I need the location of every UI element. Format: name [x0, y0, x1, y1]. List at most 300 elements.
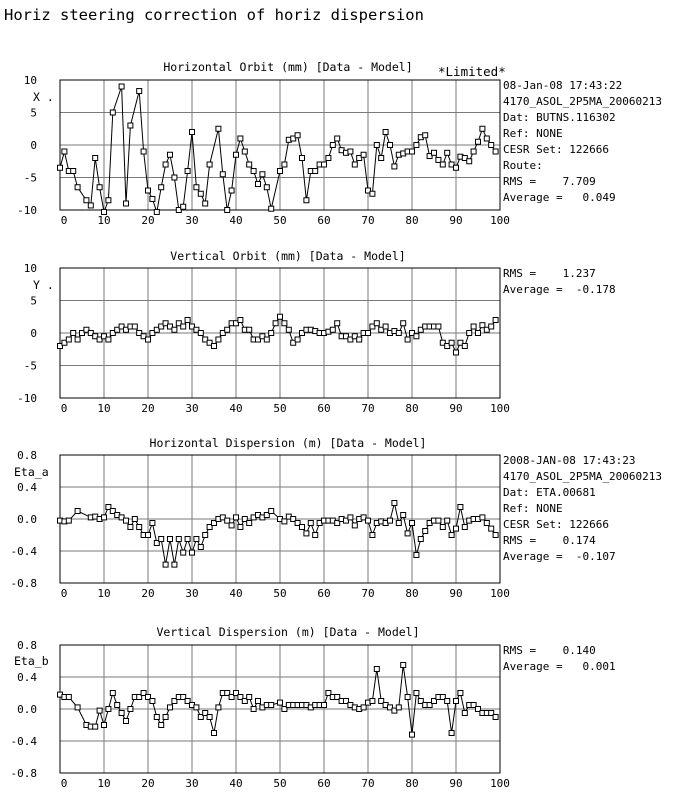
data-point: [366, 518, 371, 523]
data-point: [141, 149, 146, 154]
info-line: RMS = 7.709: [503, 175, 596, 188]
x-tick-label: 100: [490, 587, 510, 600]
y-axis-label: X .: [33, 90, 54, 104]
data-point: [476, 139, 481, 144]
data-point: [66, 518, 71, 523]
data-point: [295, 133, 300, 138]
data-point: [58, 165, 63, 170]
x-tick-label: 30: [185, 777, 199, 790]
y-tick-label: 0.8: [17, 449, 37, 462]
data-point: [304, 531, 309, 536]
data-point: [251, 707, 256, 712]
data-point: [352, 523, 357, 528]
data-point: [194, 705, 199, 710]
data-point: [449, 340, 454, 345]
data-point: [462, 525, 467, 530]
x-tick-label: 40: [229, 777, 243, 790]
data-point: [102, 209, 107, 214]
data-point: [480, 515, 485, 520]
data-point: [357, 337, 362, 342]
data-point: [212, 344, 217, 349]
data-point: [278, 169, 283, 174]
data-point: [352, 162, 357, 167]
data-point: [458, 691, 463, 696]
info-line: Dat: BUTNS.116302: [503, 111, 616, 124]
data-point: [97, 185, 102, 190]
data-point: [330, 143, 335, 148]
data-point: [110, 691, 115, 696]
x-tick-label: 10: [97, 214, 111, 227]
data-point: [493, 533, 498, 538]
data-point: [115, 703, 120, 708]
data-point: [225, 327, 230, 332]
data-point: [449, 731, 454, 736]
plot-info: [503, 643, 616, 675]
data-point: [370, 533, 375, 538]
x-tick-label: 90: [449, 402, 463, 415]
data-point: [216, 337, 221, 342]
x-tick-label: 70: [361, 777, 375, 790]
info-line: Average = 0.049: [503, 191, 616, 204]
data-point: [379, 156, 384, 161]
data-point: [181, 550, 186, 555]
data-point: [220, 172, 225, 177]
data-point: [119, 84, 124, 89]
data-point: [203, 533, 208, 538]
data-point: [401, 321, 406, 326]
info-line: Ref: NONE: [503, 502, 563, 515]
data-point: [392, 164, 397, 169]
x-tick-label: 80: [405, 402, 419, 415]
data-point: [374, 143, 379, 148]
x-tick-label: 30: [185, 214, 199, 227]
data-point: [247, 521, 252, 526]
data-point: [471, 149, 476, 154]
data-point: [75, 185, 80, 190]
data-point: [71, 169, 76, 174]
plot-title: Horizontal Dispersion (m) [Data - Model]: [149, 436, 427, 450]
data-point: [410, 149, 415, 154]
x-tick-label: 50: [273, 214, 287, 227]
data-point: [440, 525, 445, 530]
data-point: [194, 185, 199, 190]
data-point: [181, 204, 186, 209]
x-tick-label: 90: [449, 214, 463, 227]
y-tick-label: 0: [30, 327, 37, 340]
data-point: [471, 324, 476, 329]
plot-2: [17, 249, 510, 415]
x-tick-label: 70: [361, 214, 375, 227]
data-point: [119, 711, 124, 716]
data-point: [414, 334, 419, 339]
data-point: [62, 149, 67, 154]
page-title: Horiz steering correction of horiz dispersion: [4, 6, 424, 24]
data-point: [414, 553, 419, 558]
x-tick-label: 50: [273, 777, 287, 790]
data-point: [401, 513, 406, 518]
x-tick-label: 20: [141, 587, 155, 600]
info-line: RMS = 1.237: [503, 267, 596, 280]
data-point: [295, 337, 300, 342]
y-tick-label: -10: [17, 392, 37, 405]
data-point: [159, 723, 164, 728]
data-point: [198, 191, 203, 196]
data-point: [493, 318, 498, 323]
data-point: [256, 182, 261, 187]
data-point: [181, 324, 186, 329]
x-tick-label: 70: [361, 402, 375, 415]
info-line: RMS = 0.174: [503, 534, 596, 547]
data-point: [370, 191, 375, 196]
data-point: [132, 517, 137, 522]
data-point: [476, 331, 481, 336]
data-point: [150, 699, 155, 704]
data-point: [203, 201, 208, 206]
y-tick-label: 0: [30, 139, 37, 152]
x-tick-label: 80: [405, 587, 419, 600]
x-tick-label: 80: [405, 777, 419, 790]
data-point: [480, 126, 485, 131]
data-point: [106, 337, 111, 342]
x-tick-label: 30: [185, 587, 199, 600]
data-point: [124, 201, 129, 206]
data-point: [146, 533, 151, 538]
data-point: [405, 337, 410, 342]
data-point: [154, 209, 159, 214]
data-point: [102, 515, 107, 520]
data-point: [176, 537, 181, 542]
series-line: [60, 503, 496, 565]
data-point: [229, 188, 234, 193]
data-point: [467, 331, 472, 336]
data-point: [454, 350, 459, 355]
data-point: [93, 156, 98, 161]
x-tick-label: 50: [273, 587, 287, 600]
data-point: [238, 525, 243, 530]
plot-info: [503, 266, 616, 298]
x-tick-label: 0: [60, 587, 68, 600]
y-tick-label: -5: [23, 171, 37, 185]
x-tick-label: 60: [317, 402, 331, 415]
data-point: [454, 699, 459, 704]
data-point: [234, 515, 239, 520]
data-point: [185, 318, 190, 323]
data-point: [436, 324, 441, 329]
data-point: [260, 172, 265, 177]
data-point: [445, 150, 450, 155]
data-point: [251, 169, 256, 174]
data-point: [282, 321, 287, 326]
x-tick-label: 50: [273, 402, 287, 415]
data-point: [150, 196, 155, 201]
y-tick-label: -0.8: [10, 577, 37, 590]
y-tick-label: 5: [30, 106, 37, 120]
data-point: [66, 695, 71, 700]
data-point: [93, 724, 98, 729]
data-point: [410, 521, 415, 526]
plot-title: Vertical Orbit (mm) [Data - Model]: [170, 249, 406, 263]
x-tick-label: 60: [317, 777, 331, 790]
info-line: Route:: [503, 159, 543, 172]
x-tick-label: 0: [60, 402, 68, 415]
data-point: [423, 529, 428, 534]
data-point: [361, 152, 366, 157]
data-point: [401, 663, 406, 668]
data-point: [66, 337, 71, 342]
y-tick-label: -0.8: [10, 767, 37, 780]
info-line: Dat: ETA.00681: [503, 486, 596, 499]
data-point: [124, 719, 129, 724]
data-point: [225, 518, 230, 523]
y-axis-label: Eta_a: [14, 465, 49, 479]
y-tick-label: 0.8: [17, 639, 37, 652]
info-line: CESR Set: 122666: [503, 518, 609, 531]
data-point: [313, 169, 318, 174]
info-line: 2008-JAN-08 17:43:23: [503, 454, 636, 467]
data-point: [216, 126, 221, 131]
plot-title: Horizontal Orbit (mm) [Data - Model]: [163, 60, 413, 74]
data-point: [436, 518, 441, 523]
data-point: [467, 159, 472, 164]
data-point: [207, 715, 212, 720]
info-line: Average = 0.001: [503, 660, 616, 673]
x-tick-label: 100: [490, 402, 510, 415]
data-point: [163, 162, 168, 167]
x-tick-label: 20: [141, 777, 155, 790]
data-point: [286, 327, 291, 332]
y-tick-label: 10: [23, 262, 37, 275]
x-tick-label: 40: [229, 402, 243, 415]
data-point: [278, 700, 283, 705]
data-point: [282, 162, 287, 167]
x-tick-label: 0: [60, 214, 68, 227]
data-point: [172, 327, 177, 332]
y-axis-label: Eta_b: [14, 654, 49, 668]
data-point: [348, 515, 353, 520]
data-point: [168, 705, 173, 710]
data-point: [366, 331, 371, 336]
data-point: [190, 130, 195, 135]
x-tick-label: 60: [317, 587, 331, 600]
info-line: 4170_ASOL_2P5MA_20060213: [503, 95, 662, 108]
data-point: [146, 337, 151, 342]
data-point: [388, 143, 393, 148]
data-point: [432, 150, 437, 155]
data-point: [458, 505, 463, 510]
y-tick-label: -0.4: [10, 735, 37, 748]
data-point: [326, 156, 331, 161]
data-point: [256, 699, 261, 704]
info-line: RMS = 0.140: [503, 644, 596, 657]
data-point: [163, 715, 168, 720]
data-point: [84, 198, 89, 203]
x-tick-label: 20: [141, 214, 155, 227]
data-point: [194, 537, 199, 542]
y-tick-label: 0.0: [17, 703, 37, 716]
y-tick-label: 0.4: [17, 671, 37, 684]
data-point: [75, 705, 80, 710]
data-point: [405, 531, 410, 536]
data-point: [154, 715, 159, 720]
data-point: [137, 525, 142, 530]
data-point: [102, 723, 107, 728]
data-point: [322, 162, 327, 167]
y-tick-label: 0.0: [17, 513, 37, 526]
x-tick-label: 20: [141, 402, 155, 415]
data-point: [383, 324, 388, 329]
data-point: [75, 337, 80, 342]
x-tick-label: 100: [490, 777, 510, 790]
x-tick-label: 40: [229, 214, 243, 227]
data-point: [304, 198, 309, 203]
data-point: [374, 667, 379, 672]
x-tick-label: 40: [229, 587, 243, 600]
data-point: [330, 327, 335, 332]
data-point: [163, 562, 168, 567]
info-line: CESR Set: 122666: [503, 143, 609, 156]
data-point: [132, 324, 137, 329]
x-tick-label: 60: [317, 214, 331, 227]
data-point: [172, 562, 177, 567]
data-point: [489, 526, 494, 531]
data-point: [454, 526, 459, 531]
plot-info: [503, 453, 662, 565]
data-point: [383, 130, 388, 135]
data-point: [449, 533, 454, 538]
data-point: [150, 521, 155, 526]
data-point: [216, 705, 221, 710]
data-point: [388, 518, 393, 523]
x-tick-label: 10: [97, 402, 111, 415]
data-point: [454, 165, 459, 170]
data-point: [198, 331, 203, 336]
data-point: [185, 537, 190, 542]
data-point: [159, 537, 164, 542]
y-tick-label: -0.4: [10, 545, 37, 558]
data-point: [207, 162, 212, 167]
data-point: [396, 521, 401, 526]
data-point: [128, 707, 133, 712]
data-point: [172, 175, 177, 180]
x-tick-label: 90: [449, 777, 463, 790]
data-point: [445, 518, 450, 523]
data-point: [396, 331, 401, 336]
data-point: [110, 110, 115, 115]
data-point: [247, 327, 252, 332]
data-point: [282, 519, 287, 524]
data-point: [300, 156, 305, 161]
data-point: [462, 711, 467, 716]
info-line: 08-Jan-08 17:43:22: [503, 79, 623, 92]
info-line: 4170_ASOL_2P5MA_20060213: [503, 470, 662, 483]
data-point: [335, 321, 340, 326]
data-point: [124, 518, 129, 523]
series-line: [60, 87, 496, 213]
x-tick-label: 70: [361, 587, 375, 600]
plot-3: [11, 436, 510, 600]
data-point: [190, 550, 195, 555]
data-point: [238, 136, 243, 141]
data-point: [269, 509, 274, 514]
data-point: [225, 208, 230, 213]
y-tick-label: 10: [23, 74, 37, 87]
data-point: [418, 537, 423, 542]
data-point: [374, 321, 379, 326]
y-axis-label: Y .: [33, 278, 54, 292]
y-tick-label: -5: [23, 359, 37, 373]
data-point: [71, 331, 76, 336]
data-point: [238, 318, 243, 323]
plot-4: [11, 625, 510, 790]
data-point: [278, 314, 283, 319]
data-point: [414, 691, 419, 696]
info-line: Ref: NONE: [503, 127, 563, 140]
data-point: [247, 162, 252, 167]
data-point: [185, 169, 190, 174]
plot-info: [503, 78, 662, 206]
data-point: [370, 699, 375, 704]
data-point: [489, 324, 494, 329]
data-point: [361, 705, 366, 710]
data-point: [106, 198, 111, 203]
data-point: [229, 523, 234, 528]
y-tick-label: 5: [30, 294, 37, 308]
data-point: [313, 533, 318, 538]
data-point: [484, 521, 489, 526]
data-point: [146, 188, 151, 193]
plot-title: Vertical Dispersion (m) [Data - Model]: [156, 625, 420, 639]
x-tick-label: 30: [185, 402, 199, 415]
data-point: [269, 703, 274, 708]
info-line: Average = -0.107: [503, 550, 616, 563]
data-point: [159, 185, 164, 190]
data-point: [348, 149, 353, 154]
y-tick-label: 0.4: [17, 481, 37, 494]
data-point: [88, 203, 93, 208]
data-point: [106, 707, 111, 712]
data-point: [168, 152, 173, 157]
data-point: [392, 501, 397, 506]
data-point: [264, 185, 269, 190]
x-tick-label: 100: [490, 214, 510, 227]
data-point: [308, 521, 313, 526]
data-point: [405, 695, 410, 700]
data-point: [269, 206, 274, 211]
limited-badge: *Limited*: [438, 64, 506, 79]
data-point: [97, 708, 102, 713]
x-tick-label: 10: [97, 587, 111, 600]
data-point: [273, 321, 278, 326]
data-point: [75, 509, 80, 514]
data-point: [445, 699, 450, 704]
data-point: [247, 695, 252, 700]
data-point: [396, 705, 401, 710]
data-point: [322, 703, 327, 708]
data-point: [489, 143, 494, 148]
data-point: [264, 337, 269, 342]
info-line: Average = -0.178: [503, 283, 616, 296]
x-tick-label: 90: [449, 587, 463, 600]
data-point: [462, 344, 467, 349]
data-point: [423, 133, 428, 138]
data-point: [128, 123, 133, 128]
data-point: [493, 715, 498, 720]
data-point: [168, 537, 173, 542]
data-point: [137, 89, 142, 94]
data-point: [269, 331, 274, 336]
data-point: [300, 525, 305, 530]
data-point: [128, 525, 133, 530]
